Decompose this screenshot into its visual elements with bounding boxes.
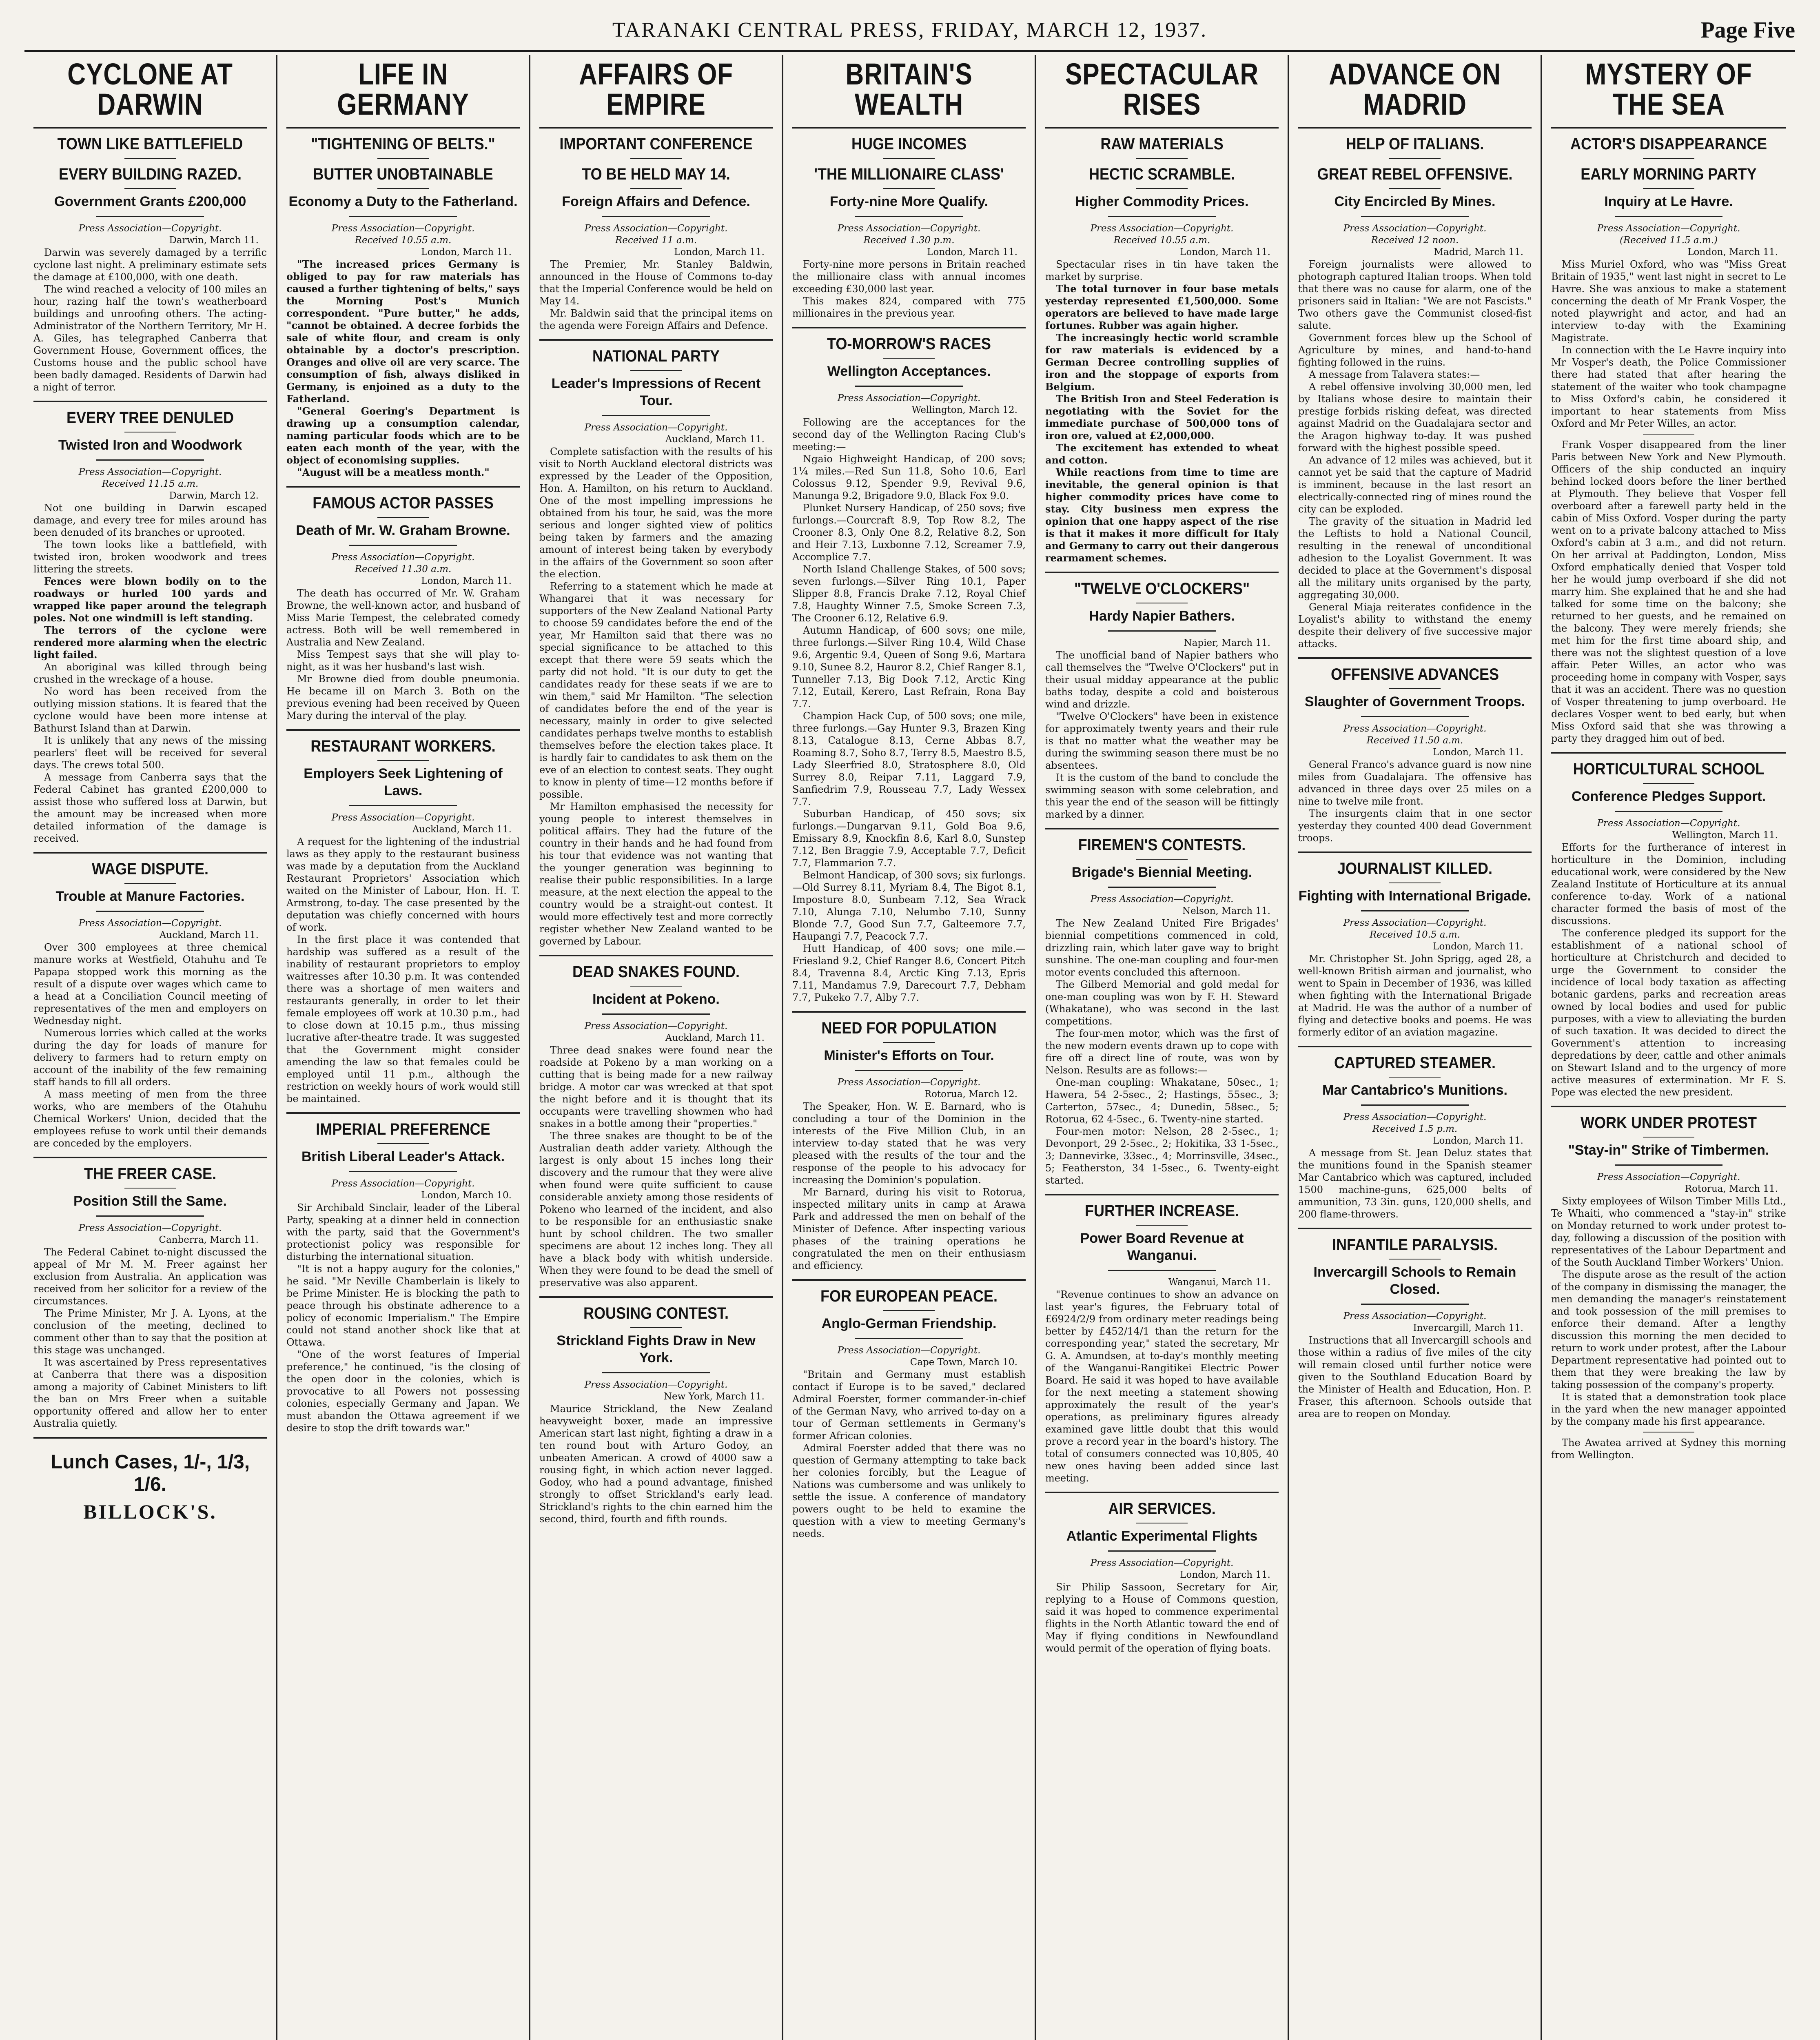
paragraph: The total turnover in four base metals yesterday represented £1,500,000. Some operators are believed to have made large fortunes. Rubber was again higher. bbox=[1045, 283, 1279, 331]
received: Received 10.55 a.m. bbox=[1113, 235, 1210, 246]
paragraph: The Prime Minister, Mr J. A. Lyons, at the conclusion of the meeting, declined to comment other than to say that the position at this stage was unchanged. bbox=[33, 1308, 267, 1356]
masthead bbox=[24, 12, 1795, 52]
paragraph: Miss Tempest says that she will play to-night, as it was her husband's last wish. bbox=[286, 649, 520, 672]
paragraph: The terrors of the cyclone were rendered more alarming when the electric light failed. bbox=[33, 624, 267, 661]
article-actor bbox=[286, 493, 520, 722]
article-races bbox=[792, 334, 1026, 1004]
dateline: London, March 11. bbox=[421, 247, 512, 257]
headline: WAGE DISPUTE. bbox=[91, 860, 209, 878]
subhead: Brigade's Biennial Meeting. bbox=[1071, 865, 1252, 880]
article-further-increase bbox=[1045, 1201, 1279, 1484]
paragraph: Government forces blew up the School of Agriculture by mines, and hand-to-hand fighting followed in the ruins. bbox=[1298, 332, 1532, 368]
news-columns bbox=[24, 55, 1795, 2040]
headline: RESTAURANT WORKERS. bbox=[310, 737, 496, 755]
paragraph: The increasingly hectic world scramble for raw materials is evidenced by a German Decree controlling supplies of iron and the stoppage of exports from Belgium. bbox=[1045, 332, 1279, 392]
credit: Press Association—Copyright. bbox=[1090, 1558, 1234, 1568]
column-4 bbox=[783, 55, 1036, 2040]
received: Received 11.50 a.m. bbox=[1366, 735, 1463, 746]
paragraph: Mr. Christopher St. John Sprigg, aged 28, a well-known British airman and journalist, who went to Spain in December of 1936, was killed when fighting with the International Brigade at Madrid. He was the author of a number of flying and detective books and poems. He was formerly editor of an aviation magazine. bbox=[1298, 953, 1532, 1038]
paragraph: Three dead snakes were found near the roadside at Pokeno by a man working on a cutting that is being made for a new railway bridge. A motor car was wrecked at that spot the night before and it is thought that its occupants were travelling showmen who had snakes in a bottle among their "properties." bbox=[539, 1044, 773, 1129]
subhead: Higher Commodity Prices. bbox=[1075, 194, 1249, 209]
article-wealth bbox=[792, 59, 1026, 319]
paragraph: Frank Vosper disappeared from the liner Paris between New York and New Plymouth. Officers of the ship conducted an inquiry behind locked doors before the liner berthed at Plymouth. They believe that Vosper fell overboard after a farewell party held in the cabin of Miss Oxford. Vosper during the party went on to a private balcony attached to Miss Oxford's cabin at 3 a.m., and did not return. On her arrival at Paddington, London, Miss Oxford emphatically denied that Vosper told her he would jump overboard if she did not marry him. She explained that he and she had talked for some time on the balcony; she returned to her guests, and he remained on the balcony. They were merely friends; she met him for the first time aboard ship, and there was not the slightest question of a love affair. Peter Willes, an actor who was proceeding home in company with Vosper, says that it was an accident. There was no question of Vosper threatening to jump overboard. He declares Vosper went to bed early, but when Miss Oxford said that she was throwing a party they dragged him out of bed. bbox=[1551, 439, 1786, 744]
paragraph: The excitement has extended to wheat and cotton. bbox=[1045, 442, 1279, 466]
advertisement-text: Lunch Cases, 1/-, 1/3, 1/6. bbox=[50, 1451, 250, 1495]
headline: FAMOUS ACTOR PASSES bbox=[313, 494, 494, 512]
article-offensive bbox=[1298, 665, 1532, 844]
subhead: Incident at Pokeno. bbox=[592, 991, 720, 1007]
deck: EVERY BUILDING RAZED. bbox=[58, 165, 242, 183]
subhead: Position Still the Same. bbox=[73, 1193, 227, 1209]
paragraph: Mr Barnard, during his visit to Rotorua, inspected military units in camp at Arawa Park and addressed the men on behalf of the Minister of Defence. After inspecting various phases of the training operations he congratulated the men on their enthusiasm and efficiency. bbox=[792, 1186, 1026, 1271]
paragraph: A message from Canberra says that the Federal Cabinet has granted £200,000 to assist those who suffered loss at Darwin, but the amount may be increased when more detailed information of the damage is received. bbox=[33, 772, 267, 844]
paragraph: Champion Hack Cup, of 500 sovs; one mile, three furlongs.—Gay Hunter 9.3, Brazen King 8.13, Catalogue 8.13, Cerne Abbas 8.7, Roaming 8.7, Soho 8.7, Terry 8.5, Maestro 8.5, Lady Sleerfried 8.0, Stratosphere 8.0, Old Surrey 8.0, Reipar 7.11, Laggard 7.9, Sanfiedrim 7.9, Rousseau 7.7, Lady Wessex 7.7. bbox=[792, 710, 1026, 807]
column-3 bbox=[530, 55, 783, 2040]
paragraph: Hutt Handicap, of 400 sovs; one mile.—Friesland 9.2, Chief Ranger 8.6, Concert Pitch 8.4, Travenna 8.4, Arctic King 7.13, Epris 7.11, Mandamus 7.9, Darecourt 7.7, Debham 7.7, Pukeko 7.7, Alby 7.7. bbox=[792, 943, 1026, 1003]
paragraph: "Twelve O'Clockers" have been in existence for approximately twenty years and their rule is that no matter what the weather may be during the swimming season there must be no absentees. bbox=[1045, 711, 1279, 771]
received: (Received 11.5 a.m.) bbox=[1619, 235, 1718, 246]
paragraph: "General Goering's Department is drawing up a consumption calendar, naming particular foods which are to be eaten each month of the year, with the object of economising supplies. bbox=[286, 405, 520, 466]
credit: Press Association—Copyright. bbox=[331, 552, 475, 563]
paragraph: While reactions from time to time are inevitable, the general opinion is that higher commodity prices have come to stay. City business men express the opinion that one happy aspect of the rise is that it makes it more difficult for Italy and Germany to carry out their dangerous rearmament schemes. bbox=[1045, 466, 1279, 564]
article-air-services bbox=[1045, 1499, 1279, 1654]
subhead: Power Board Revenue at Wanganui. bbox=[1080, 1231, 1244, 1263]
subhead: Slaughter of Government Troops. bbox=[1304, 694, 1525, 710]
subhead: Employers Seek Lightening of Laws. bbox=[304, 766, 503, 798]
paragraph: The gravity of the situation in Madrid led the Leftists to hold a National Council, resulting in the renewal of unconditional adhesion to the Loyalist Government. It was decided to place at the Government's disposal all the military units organised by the party, aggregating 30,000. bbox=[1298, 516, 1532, 601]
headline: LIFE IN GERMANY bbox=[337, 57, 469, 121]
paragraph: Mr Browne died from double pneumonia. He became ill on March 3. Both on the previous evening had been received by Queen Mary during the interval of the play. bbox=[286, 673, 520, 721]
subhead: City Encircled By Mines. bbox=[1334, 194, 1496, 209]
page-number: Page Five bbox=[1700, 18, 1795, 43]
paragraph: Sir Archibald Sinclair, leader of the Liberal Party, speaking at a dinner held in connection with the party, said that the Government's protectionist policy was responsible for disturbing the international situation. bbox=[286, 1202, 520, 1262]
article-population bbox=[792, 1018, 1026, 1272]
paragraph: Autumn Handicap, of 600 sovs; one mile, three furlongs.—Silver Ring 10.4, Wild Chase 9.6, Argentic 9.4, Queen of Song 9.6, Martara 9.10, Sunee 8.2, Hauror 8.2, Chief Ranger 8.1, Tunneller 7.13, Big Dook 7.12, Arctic King 7.12, Eutail, Kerero, Last Refrain, Rona Bay 7.7. bbox=[792, 625, 1026, 710]
dateline: Nelson, March 11. bbox=[1182, 906, 1270, 916]
headline: EVERY TREE DENULED bbox=[66, 409, 234, 427]
headline: "TWELVE O'CLOCKERS" bbox=[1074, 580, 1250, 598]
dateline: London, March 11. bbox=[1433, 941, 1523, 952]
received: Received 1.5 p.m. bbox=[1372, 1124, 1458, 1134]
paragraph: Numerous lorries which called at the works during the day for loads of manure for delivery to farmers had to return empty on account of the inability of the few remaining staff hands to fill all orders. bbox=[33, 1027, 267, 1088]
paragraph: The British Iron and Steel Federation is negotiating with the Soviet for the immediate purchase of 500,000 tons of iron ore, valued at £2,000,000. bbox=[1045, 393, 1279, 441]
dateline: Madrid, March 11. bbox=[1434, 247, 1523, 257]
paragraph: The dispute arose as the result of the action of the company in dismissing the manager, the men demanding the manager's reinstatement and took possession of the mill premises to enforce their demand. After a lengthy discussion this morning the men decided to return to work under protest, after the Labour Department representative had pointed out to them that they were breaking the law by taking possession of the company's property. bbox=[1551, 1269, 1786, 1390]
paragraph: The wind reached a velocity of 100 miles an hour, razing half the town's weatherboard buildings and unroofing others. The acting-Administrator of the Northern Territory, Mr H. A. Giles, has telegraphed Canberra that Government House, Government offices, the Customs house and the public school have been badly damaged. Residents of Darwin had a night of terror. bbox=[33, 284, 267, 393]
dateline: Darwin, March 11. bbox=[169, 235, 259, 246]
paragraph: "Britain and Germany must establish contact if Europe is to be saved," declared Admiral Foerster, former commander-in-chief of the German Navy, who arrived to-day on a tour of German settlements in Germany's former African colonies. bbox=[792, 1369, 1026, 1441]
paragraph: Suburban Handicap, of 450 sovs; six furlongs.—Dungarvan 9.11, Gold Boa 9.6, Emissary 8.9, Knockfin 8.6, Karl 8.0, Sunstep 7.12, Ben Braggie 7.9, Acceptable 7.7, Deficit 7.7, Flammarion 7.7. bbox=[792, 808, 1026, 869]
credit: Press Association—Copyright. bbox=[78, 223, 222, 234]
dateline: London, March 11. bbox=[674, 247, 765, 257]
column-5 bbox=[1036, 55, 1289, 2040]
dateline: London, March 11. bbox=[1433, 747, 1523, 758]
headline: NEED FOR POPULATION bbox=[821, 1019, 997, 1037]
deck: TOWN LIKE BATTLEFIELD bbox=[57, 135, 243, 153]
dateline: Wanganui, March 11. bbox=[1168, 1277, 1270, 1288]
deck: TO BE HELD MAY 14. bbox=[582, 165, 730, 183]
article-journalist bbox=[1298, 859, 1532, 1038]
article-wage bbox=[33, 859, 267, 1149]
credit: Press Association—Copyright. bbox=[1597, 1172, 1740, 1182]
article-firemen bbox=[1045, 835, 1279, 1186]
paragraph: The town looks like a battlefield, with twisted iron, broken woodwork and trees littering the streets. bbox=[33, 539, 267, 575]
paragraph: "Revenue continues to show an advance on last year's figures, the February total of £6924/2/9 from ordinary meter readings being better by £452/14/1 than the return for the corresponding year," stated the secretary, Mr G. A. Amundsen, at to-day's monthly meeting of the Wanganui-Rangitikei Electric Power Board. He said it was hoped to have available for the next meeting a statement showing approximately the result of the year's operations, as preliminary figures already examined gave little doubt that this would prove a record year in the board's history. The total of consumers connected was 10,805, 40 new ones having been added since last meeting. bbox=[1045, 1289, 1279, 1484]
subhead: Wellington Acceptances. bbox=[827, 364, 991, 379]
subhead: Invercargill Schools to Remain Closed. bbox=[1313, 1264, 1516, 1297]
credit: Press Association—Copyright. bbox=[331, 223, 475, 234]
paragraph: Spectacular rises in tin have taken the market by surprise. bbox=[1045, 259, 1279, 282]
paragraph: Darwin was severely damaged by a terrific cyclone last night. A preliminary estimate sets the damage at £100,000, with one death. bbox=[33, 247, 267, 283]
paragraph: An advance of 12 miles was achieved, but it cannot yet be said that the capture of Madrid is imminent, because in the last resort an electrically-connected ring of mines round the city can be exploded. bbox=[1298, 455, 1532, 515]
headline: THE FREER CASE. bbox=[84, 1165, 217, 1183]
paragraph: Over 300 employees at three chemical manure works at Westfield, Otahuhu and Te Papapa stopped work this morning as the result of a dispute over wages which came to a head at a Conciliation Council meeting of representatives of the men and employers on Wednesday night. bbox=[33, 942, 267, 1027]
credit: Press Association—Copyright. bbox=[78, 467, 222, 477]
paragraph: Complete satisfaction with the results of his visit to North Auckland electoral districts was expressed by the Leader of the Opposition, Hon. A. Hamilton, on his return to Auckland. One of the most impelling impressions he obtained from his tour, he said, was the more serious and longer sighted view of politics being taken by farmers and the amazing amount of interest being taken by everybody in the affairs of the Government so soon after the election. bbox=[539, 446, 773, 580]
dateline: Auckland, March 11. bbox=[665, 434, 765, 445]
headline: JOURNALIST KILLED. bbox=[1337, 860, 1492, 878]
subhead: Economy a Duty to the Fatherland. bbox=[288, 194, 518, 209]
paragraph: The four-men motor, which was the first of the new modern events drawn up to cope with fire off a direct line of route, was won by Nelson. Results are as follows:— bbox=[1045, 1028, 1279, 1076]
dateline: Auckland, March 11. bbox=[665, 1033, 765, 1043]
masthead-title: TARANAKI CENTRAL PRESS, FRIDAY, MARCH 12, 1937. bbox=[612, 18, 1208, 42]
credit: Press Association—Copyright. bbox=[1343, 223, 1487, 234]
subhead: British Liberal Leader's Attack. bbox=[301, 1149, 505, 1164]
paragraph: Ngaio Highweight Handicap, of 200 sovs; 1¼ miles.—Red Sun 11.8, Soho 10.6, Earl Colossus 9.12, Spender 9.9, Revival 9.6, Manunga 9.2, Brigadore 9.0, Black Fox 9.0. bbox=[792, 453, 1026, 501]
deck: GREAT REBEL OFFENSIVE. bbox=[1317, 165, 1513, 183]
article-rousing bbox=[539, 1304, 773, 1525]
paragraph: Mr Hamilton emphasised the necessity for young people to interest themselves in political affairs. They had the future of the country in their hands and he had found from his tour that evidence was not wanting that the younger generation was beginning to realise their public responsibilities. In a large measure, at the next election the appeal to the country would be a straight-out contest. It would more effectively test and more correctly register whether New Zealand wanted to be governed by Labour. bbox=[539, 801, 773, 947]
paragraph: A request for the lightening of the industrial laws as they apply to the restaurant business was made by a deputation from the Auckland Restaurant Proprietors' Association which waited on the Minister of Labour, Hon. H. T. Armstrong, to-day. The case presented by the deputation was chiefly concerned with hours of work. bbox=[286, 836, 520, 933]
credit: Press Association—Copyright. bbox=[584, 223, 728, 234]
headline: SPECTACULAR RISES bbox=[1065, 57, 1259, 121]
paragraph: Sir Philip Sassoon, Secretary for Air, replying to a House of Commons question, said it was hoped to commence experimental flights in the North Atlantic toward the end of May if flying conditions in Newfoundland would permit of the operation of flying boats. bbox=[1045, 1581, 1279, 1654]
paragraph: Not one building in Darwin escaped damage, and every tree for miles around has been denuded of its branches or uprooted. bbox=[33, 502, 267, 538]
paragraph: "It is not a happy augury for the colonies," he said. "Mr Neville Chamberlain is likely to be Prime Minister. He is blocking the path to peace through his obstinate adherence to a policy of economic Imperialism." The Empire could not stand another shock like that at Ottawa. bbox=[286, 1263, 520, 1348]
received: Received 1.30 p.m. bbox=[863, 235, 955, 246]
subhead: Trouble at Manure Factories. bbox=[55, 889, 245, 904]
dateline: Napier, March 11. bbox=[1184, 638, 1270, 648]
credit: Press Association—Copyright. bbox=[1597, 223, 1740, 234]
paragraph: Mr. Baldwin said that the principal items on the agenda were Foreign Affairs and Defence. bbox=[539, 308, 773, 331]
dateline: Rotorua, March 11. bbox=[1685, 1184, 1778, 1194]
paragraph: A message from Talavera states:— bbox=[1309, 369, 1480, 380]
headline: FOR EUROPEAN PEACE. bbox=[820, 1287, 998, 1305]
headline: DEAD SNAKES FOUND. bbox=[572, 963, 740, 981]
dateline: London, March 11. bbox=[1180, 1570, 1270, 1580]
paragraph: Miss Muriel Oxford, who was "Miss Great Britain of 1935," went last night in secret to Le Havre. She was anxious to make a statement concerning the death of Mr Frank Vosper, the noted playwright and actor, and had an interview to-day with the Examining Magistrate. bbox=[1551, 259, 1786, 344]
article-steamer bbox=[1298, 1053, 1532, 1220]
deck: EARLY MORNING PARTY bbox=[1581, 165, 1757, 183]
subhead: Foreign Affairs and Defence. bbox=[562, 194, 750, 209]
article-european-peace bbox=[792, 1286, 1026, 1540]
column-6 bbox=[1289, 55, 1542, 2040]
paragraph: This makes 824, compared with 775 millionaires in the previous year. bbox=[792, 295, 1026, 319]
dateline: Wellington, March 11. bbox=[1672, 830, 1778, 840]
article-restaurant bbox=[286, 736, 520, 1105]
deck: HELP OF ITALIANS. bbox=[1346, 135, 1484, 153]
dateline: London, March 11. bbox=[1687, 247, 1778, 257]
headline: CYCLONE AT DARWIN bbox=[67, 57, 233, 121]
received: Received 11 a.m. bbox=[615, 235, 697, 246]
credit: Press Association—Copyright. bbox=[331, 1178, 475, 1189]
paragraph: An aboriginal was killed through being crushed in the wreckage of a house. bbox=[33, 661, 267, 685]
article-empire bbox=[539, 59, 773, 332]
credit: Press Association—Copyright. bbox=[1597, 818, 1740, 829]
subhead: Conference Pledges Support. bbox=[1571, 789, 1766, 804]
paragraph: Forty-nine more persons in Britain reached the millionaire class with annual incomes exceeding £30,000 last year. bbox=[792, 259, 1026, 295]
paragraph: It is the custom of the band to conclude the swimming season with some celebration, and this year the end of the season will be fittingly marked by a dinner. bbox=[1045, 772, 1279, 820]
subhead: Government Grants £200,000 bbox=[54, 194, 246, 209]
credit: Press Association—Copyright. bbox=[837, 1077, 981, 1088]
dateline: London, March 11. bbox=[927, 247, 1018, 257]
deck: "TIGHTENING OF BELTS." bbox=[311, 135, 495, 153]
paragraph: It was ascertained by Press representatives at Canberra that there was a disposition among a majority of Cabinet Ministers to lift the ban on Mrs Freer when a suitable opportunity offered and allow her to enter Australia quietly. bbox=[33, 1357, 267, 1429]
headline: FIREMEN'S CONTESTS. bbox=[1078, 836, 1246, 854]
deck: BUTTER UNOBTAINABLE bbox=[313, 165, 493, 183]
credit: Press Association—Copyright. bbox=[584, 1379, 728, 1390]
subhead: Anglo-German Friendship. bbox=[821, 1316, 997, 1331]
column-2 bbox=[277, 55, 530, 2040]
credit: Press Association—Copyright. bbox=[331, 812, 475, 823]
deck: ACTOR'S DISAPPEARANCE bbox=[1570, 135, 1767, 153]
paragraph: Sixty employees of Wilson Timber Mills Ltd., Te Whaiti, who commenced a "stay-in" strike on Monday returned to work under protest to-day, following a discussion of the position with representatives of the Labour Department and of the South Auckland Timber Workers' Union. bbox=[1551, 1195, 1786, 1268]
received: Received 11.15 a.m. bbox=[102, 479, 199, 489]
paragraph: The death has occurred of Mr. W. Graham Browne, the well-known actor, and husband of Miss Marie Tempest, the celebrated comedy actress. Both will be well remembered in Australia and New Zealand. bbox=[286, 588, 520, 648]
subhead: "Stay-in" Strike of Timbermen. bbox=[1568, 1142, 1769, 1158]
paragraph: The Awatea arrived at Sydney this morning from Wellington. bbox=[1551, 1437, 1786, 1461]
paragraph: The three snakes are thought to be of the Australian death adder variety. Although the largest is only about 15 inches long their discovery and the rumour that they were alive when found were quite sufficient to cause considerable anxiety among those residents of Pokeno who learned of the incident, and also to be responsible for an enthusiastic snake hunt by school children. The two smaller specimens are about 12 inches long. They all have a black body with whitish underside. When they were found to be dead the smell of preservative was also apparent. bbox=[539, 1130, 773, 1288]
subhead: Strickland Fights Draw in New York. bbox=[556, 1333, 756, 1366]
column-7 bbox=[1542, 55, 1795, 2040]
credit: Press Association—Copyright. bbox=[837, 393, 981, 404]
paragraph: In the first place it was contended that hardship was suffered as a result of the inability of restaurant proprietors to employ waitresses after 10.30 p.m. It was contended there was a shortage of men waiters and restaurants generally, in order to let their female employees off work at 10.30 p.m., had to close down at 10.15 p.m., thus missing lucrative after-theatre trade. It was suggested that the Government might consider amending the law so that females could be employed until 11 p.m., although the restriction on weekly hours of work would still be maintained. bbox=[286, 934, 520, 1104]
article-life-in-germany bbox=[286, 59, 520, 479]
article-national-party bbox=[539, 346, 773, 947]
paragraph: Admiral Foerster added that there was no question of Germany attempting to take back her colonies forcibly, but the League of Nations was cumbersome and was unlikely to settle the issue. A conference of mandatory powers ought to be held to examine the question with a view to meeting Germany's needs. bbox=[792, 1442, 1026, 1539]
subhead: Forty-nine More Qualify. bbox=[829, 194, 989, 209]
paragraph: A message from St. Jean Deluz states that the munitions found in the Spanish steamer Mar Cantabrico which was captured, included 1500 machine-guns, 625,000 belts of ammunition, 73 3in. guns, 120,000 shells, and 200 flame-throwers. bbox=[1298, 1147, 1532, 1220]
credit: Press Association—Copyright. bbox=[584, 1021, 728, 1031]
headline: INFANTILE PARALYSIS. bbox=[1332, 1236, 1498, 1254]
paragraph: The Federal Cabinet to-night discussed the appeal of Mr M. M. Freer against her exclusion from Australia. An application was received from her solicitor for a review of the circumstances. bbox=[33, 1246, 267, 1307]
paragraph: In connection with the Le Havre inquiry into Mr Vosper's death, the Police Commissioner there had stated that after hearing the statement of the waiter who took champagne to Miss Oxford's cabin, he considered it important to hear statements from Miss Oxford and Mr Peter Willes, an actor. bbox=[1551, 344, 1786, 429]
paragraph: Fences were blown bodily on to the roadways or hurled 100 yards and wrapped like paper around the telegraph poles. Not one windmill is left standing. bbox=[33, 575, 267, 624]
subhead: Minister's Efforts on Tour. bbox=[824, 1048, 994, 1063]
headline: NATIONAL PARTY bbox=[592, 347, 720, 365]
received: Received 12 noon. bbox=[1371, 235, 1459, 246]
received: Received 10.5 a.m. bbox=[1369, 929, 1461, 940]
headline: AIR SERVICES. bbox=[1108, 1500, 1216, 1518]
paragraph: The Premier, Mr. Stanley Baldwin, announced in the House of Commons to-day that the Imperial Conference would be held on May 14. bbox=[539, 259, 773, 307]
paragraph: Referring to a statement which he made at Whangarei that it was necessary for supporters of the New Zealand National Party to choose 59 candidates before the end of the year, Mr Hamilton said that there was no special significance to be attached to this except that there were 59 seats which the party did not hold. "It is our duty to get the candidates ready for these seats if we are to win them," said Mr Hamilton. "The selection of candidates before the end of the year is necessary, mainly in order to give selected candidates perhaps twelve months to establish themselves before the election takes place. It is hardly fair to candidates to ask them on the eve of an election to contest seats. They ought to know in plenty of time—12 months before if possible. bbox=[539, 581, 773, 800]
column-1 bbox=[24, 55, 277, 2040]
article-paralysis bbox=[1298, 1235, 1532, 1420]
dateline: London, March 11. bbox=[1180, 247, 1270, 257]
headline: AFFAIRS OF EMPIRE bbox=[579, 57, 733, 121]
paragraph: It is unlikely that any news of the missing pearlers' fleet will be received for several days. The crews total 500. bbox=[33, 735, 267, 771]
paragraph: Maurice Strickland, the New Zealand heavyweight boxer, made an impressive American start last night, fighting a draw in a ten round bout with Arturo Godoy, an unbeaten American. A crowd of 4000 saw a rousing fight, in which action never lagged. Godoy, who had a pound advantage, finished strongly to offset Strickland's early lead. Strickland's rights to the chin earned him the second, third, fourth and fifth rounds. bbox=[539, 1403, 773, 1525]
article-tree bbox=[33, 408, 267, 845]
credit: Press Association—Copyright. bbox=[78, 918, 222, 929]
deck: 'THE MILLIONAIRE CLASS' bbox=[814, 165, 1004, 183]
headline: ROUSING CONTEST. bbox=[583, 1304, 729, 1322]
credit: Press Association—Copyright. bbox=[1343, 918, 1487, 928]
article-snakes bbox=[539, 962, 773, 1289]
credit: Press Association—Copyright. bbox=[1343, 1311, 1487, 1322]
dateline: London, March 11. bbox=[421, 576, 512, 586]
headline: WORK UNDER PROTEST bbox=[1581, 1114, 1757, 1132]
paragraph: A rebel offensive involving 30,000 men, led by Italians whose desire to maintain their prestige forbids risking defeat, was directed against Madrid on the Guadalajara sector and the Aragon highway to-day. It was pushed forward with the highest possible speed. bbox=[1298, 381, 1532, 454]
credit: Press Association—Copyright. bbox=[1343, 1112, 1487, 1122]
advertisement-name: BILLOCK'S. bbox=[83, 1500, 217, 1523]
paragraph: Four-men motor: Nelson, 28 2-5sec., 1; Devonport, 29 2-5sec., 2; Hokitika, 33 1-5sec., 3; Dannevirke, 33sec., 4; Morrinsville, 34sec., 5; Featherston, 34 1-5sec., 6. Twenty-eight started. bbox=[1045, 1126, 1279, 1186]
paragraph: Belmont Handicap, of 300 sovs; six furlongs.—Old Surrey 8.11, Myriam 8.4, The Bigot 8.1, Imposture 8.0, Sunbeam 7.12, Sea Wrack 7.10, Alunga 7.10, Nelumbo 7.10, Sunny Blonde 7.7, Good Sun 7.7, Galteemore 7.7, Haupangi 7.7, Peacock 7.7. bbox=[792, 869, 1026, 942]
dateline: London, March 11. bbox=[1433, 1135, 1523, 1146]
subhead: Atlantic Experimental Flights bbox=[1066, 1528, 1258, 1544]
article-cyclone bbox=[33, 59, 267, 393]
paragraph: The Gilberd Memorial and gold medal for one-man coupling was won by F. H. Steward (Whakatane), who was second in the last competitions. bbox=[1045, 979, 1279, 1027]
dateline: London, March 10. bbox=[421, 1190, 512, 1201]
dateline: Wellington, March 12. bbox=[911, 405, 1018, 415]
subhead: Hardy Napier Bathers. bbox=[1089, 608, 1235, 624]
headline: CAPTURED STEAMER. bbox=[1334, 1054, 1496, 1072]
paragraph: The New Zealand United Fire Brigades' biennial competitions commenced in cold, drizzling rain, which later gave way to bright sunshine. The one-man coupling and four-men motor events concluded this afternoon. bbox=[1045, 918, 1279, 978]
paragraph: Following are the acceptances for the second day of the Wellington Racing Club's meeting:— bbox=[792, 417, 1026, 452]
dateline: Auckland, March 11. bbox=[159, 930, 259, 940]
credit: Press Association—Copyright. bbox=[837, 1345, 981, 1356]
paragraph: General Miaja reiterates confidence in the Loyalist's ability to withstand the enemy despite their delivery of five successive major attacks. bbox=[1298, 601, 1532, 650]
dateline: New York, March 11. bbox=[663, 1391, 765, 1402]
paragraph: North Island Challenge Stakes, of 500 sovs; seven furlongs.—Silver Ring 10.1, Paper Slipper 8.8, Francis Drake 7.12, Royal Chief 7.8, Haughty Winner 7.5, Smoke Screen 7.3, The Crooner 6.12, Relative 6.9. bbox=[792, 563, 1026, 624]
article-preference bbox=[286, 1120, 520, 1434]
credit: Press Association—Copyright. bbox=[1343, 723, 1487, 734]
paragraph: The unofficial band of Napier bathers who call themselves the "Twelve O'Clockers" put in their usual midday appearance at the public baths today, despite a cold and boisterous wind and drizzle. bbox=[1045, 650, 1279, 710]
credit: Press Association—Copyright. bbox=[1090, 223, 1234, 234]
article-twelve-oclockers bbox=[1045, 579, 1279, 820]
paragraph: Efforts for the furtherance of interest in horticulture in the Dominion, including educational work, were considered by the New Zealand Institute of Horticulture at its annual conference to-day. Work of a national character formed the basis of most of the discussions. bbox=[1551, 842, 1786, 927]
deck: IMPORTANT CONFERENCE bbox=[559, 135, 753, 153]
headline: BRITAIN'S WEALTH bbox=[845, 57, 973, 121]
paragraph: "The increased prices Germany is obliged to pay for raw materials has caused a further tightening of belts," says the Morning Post's Munich correspondent. "Pure butter," he adds, "cannot be obtained. A decree forbids the sale of white flour, and cream is only obtainable by a doctor's prescription. Oranges and olive oil are very scarce. The consumption of fish, always disliked in Germany, is enjoined as a duty to the Fatherland. bbox=[286, 258, 520, 405]
credit: Press Association—Copyright. bbox=[78, 1223, 222, 1233]
article-freer bbox=[33, 1164, 267, 1430]
credit: Press Association—Copyright. bbox=[837, 223, 981, 234]
headline: OFFENSIVE ADVANCES bbox=[1330, 665, 1499, 683]
received: Received 10.55 a.m. bbox=[355, 235, 452, 246]
headline: TO-MORROW'S RACES bbox=[827, 335, 991, 353]
dateline: Rotorua, March 12. bbox=[924, 1089, 1018, 1100]
subhead: Mar Cantabrico's Munitions. bbox=[1322, 1082, 1507, 1098]
headline: HORTICULTURAL SCHOOL bbox=[1573, 760, 1765, 778]
paragraph: The insurgents claim that in one sector yesterday they counted 400 dead Government troops. bbox=[1298, 808, 1532, 844]
subhead: Twisted Iron and Woodwork bbox=[58, 437, 242, 453]
subhead: Inquiry at Le Havre. bbox=[1604, 194, 1733, 209]
deck: HUGE INCOMES bbox=[851, 135, 967, 153]
paragraph: "One of the worst features of Imperial preference," he continued, "is the closing of the open door in the colonies, which is provocative to all Powers not possessing colonies, especially Germany and Japan. We must abandon the Ottawa agreement if we desire to stop the drift towards war." bbox=[286, 1349, 520, 1434]
paragraph: The conference pledged its support for the establishment of a national school of horticulture at Christchurch and decided to urge the Government to consider the incidence of local body taxation as affecting botanic gardens, parks and recreation areas owned by local bodies and used for public purposes, with a view to alleviating the burden of such taxation. It was decided to direct the Government's attention to increasing depredations by deer, cattle and other animals on Stewart Island and to the urgency of more active measures of extermination. Mr F. S. Pope was elected the new president. bbox=[1551, 927, 1786, 1098]
dateline: Auckland, March 11. bbox=[412, 824, 512, 835]
deck: HECTIC SCRAMBLE. bbox=[1088, 165, 1235, 183]
paragraph: The Speaker, Hon. W. E. Barnard, who is concluding a tour of the Dominion in the interests of the Five Million Club, in an interview to-day stated that he was very pleased with the results of the tour and the response of the people to his advocacy for increasing the Dominion's population. bbox=[792, 1101, 1026, 1186]
paragraph: "August will be a meatless month." bbox=[297, 466, 490, 478]
dateline: Darwin, March 12. bbox=[169, 490, 259, 501]
credit: Press Association—Copyright. bbox=[1090, 894, 1234, 905]
paragraph: No word has been received from the outlying mission stations. It is feared that the cyclone would have been more intense at Bathurst Island than at Darwin. bbox=[33, 686, 267, 734]
paragraph: General Franco's advance guard is now nine miles from Guadalajara. The offensive has advanced in three days over 25 miles on a nine to twelve mile front. bbox=[1298, 759, 1532, 807]
subhead: Fighting with International Brigade. bbox=[1298, 888, 1532, 904]
article-mystery bbox=[1551, 59, 1786, 745]
paragraph: A mass meeting of men from the three works, who are members of the Otahuhu Chemical Workers' Union, decided that the employees refuse to work until their demands are conceded by the employers. bbox=[33, 1089, 267, 1149]
paragraph: Foreign journalists were allowed to photograph captured Italian troops. When told that there was no cause for alarm, one of the prisoners said in Italian: "We are not Fascists." Two others gave the Communist closed-fist salute. bbox=[1298, 259, 1532, 331]
article-rises bbox=[1045, 59, 1279, 564]
deck: RAW MATERIALS bbox=[1100, 135, 1224, 153]
article-horticultural bbox=[1551, 759, 1786, 1098]
subhead: Leader's Impressions of Recent Tour. bbox=[551, 376, 761, 408]
headline: IMPERIAL PREFERENCE bbox=[316, 1120, 490, 1138]
dateline: Cape Town, March 10. bbox=[910, 1357, 1018, 1368]
dateline: Invercargill, March 11. bbox=[1413, 1323, 1523, 1333]
headline: ADVANCE ON MADRID bbox=[1329, 57, 1501, 121]
article-madrid bbox=[1298, 59, 1532, 650]
headline: FURTHER INCREASE. bbox=[1084, 1202, 1239, 1220]
paragraph: Instructions that all Invercargill schools and those within a radius of five miles of the city will remain closed until further notice were given to the Southland Education Board by the Minister of Health and Education, Hon. P. Fraser, this afternoon. Schools outside that area are to reopen on Monday. bbox=[1298, 1335, 1532, 1419]
headline: MYSTERY OF THE SEA bbox=[1585, 57, 1752, 121]
credit: Press Association—Copyright. bbox=[584, 422, 728, 433]
paragraph: It is stated that a demonstration took place in the yard when the new manager appointed by the company made his first appearance. bbox=[1551, 1391, 1786, 1427]
paragraph: One-man coupling: Whakatane, 50sec., 1; Hawera, 54 2-5sec., 2; Hastings, 55sec., 3; Carterton, 57sec., 4; Dunedin, 58sec., 5; Rotorua, 62 4-5sec., 6. Twenty-nine started. bbox=[1045, 1077, 1279, 1125]
dateline: Canberra, March 11. bbox=[159, 1235, 259, 1245]
article-work-under-protest bbox=[1551, 1113, 1786, 1461]
received: Received 11.30 a.m. bbox=[355, 564, 452, 574]
subhead: Death of Mr. W. Graham Browne. bbox=[296, 523, 510, 538]
paragraph: Plunket Nursery Handicap, of 250 sovs; five furlongs.—Courcraft 8.9, Top Row 8.2, The Crooner 8.3, Only One 8.2, Relative 8.2, Son and Heir 7.13, Luxbonne 7.12, Screamer 7.9, Accomplice 7.7. bbox=[792, 502, 1026, 563]
